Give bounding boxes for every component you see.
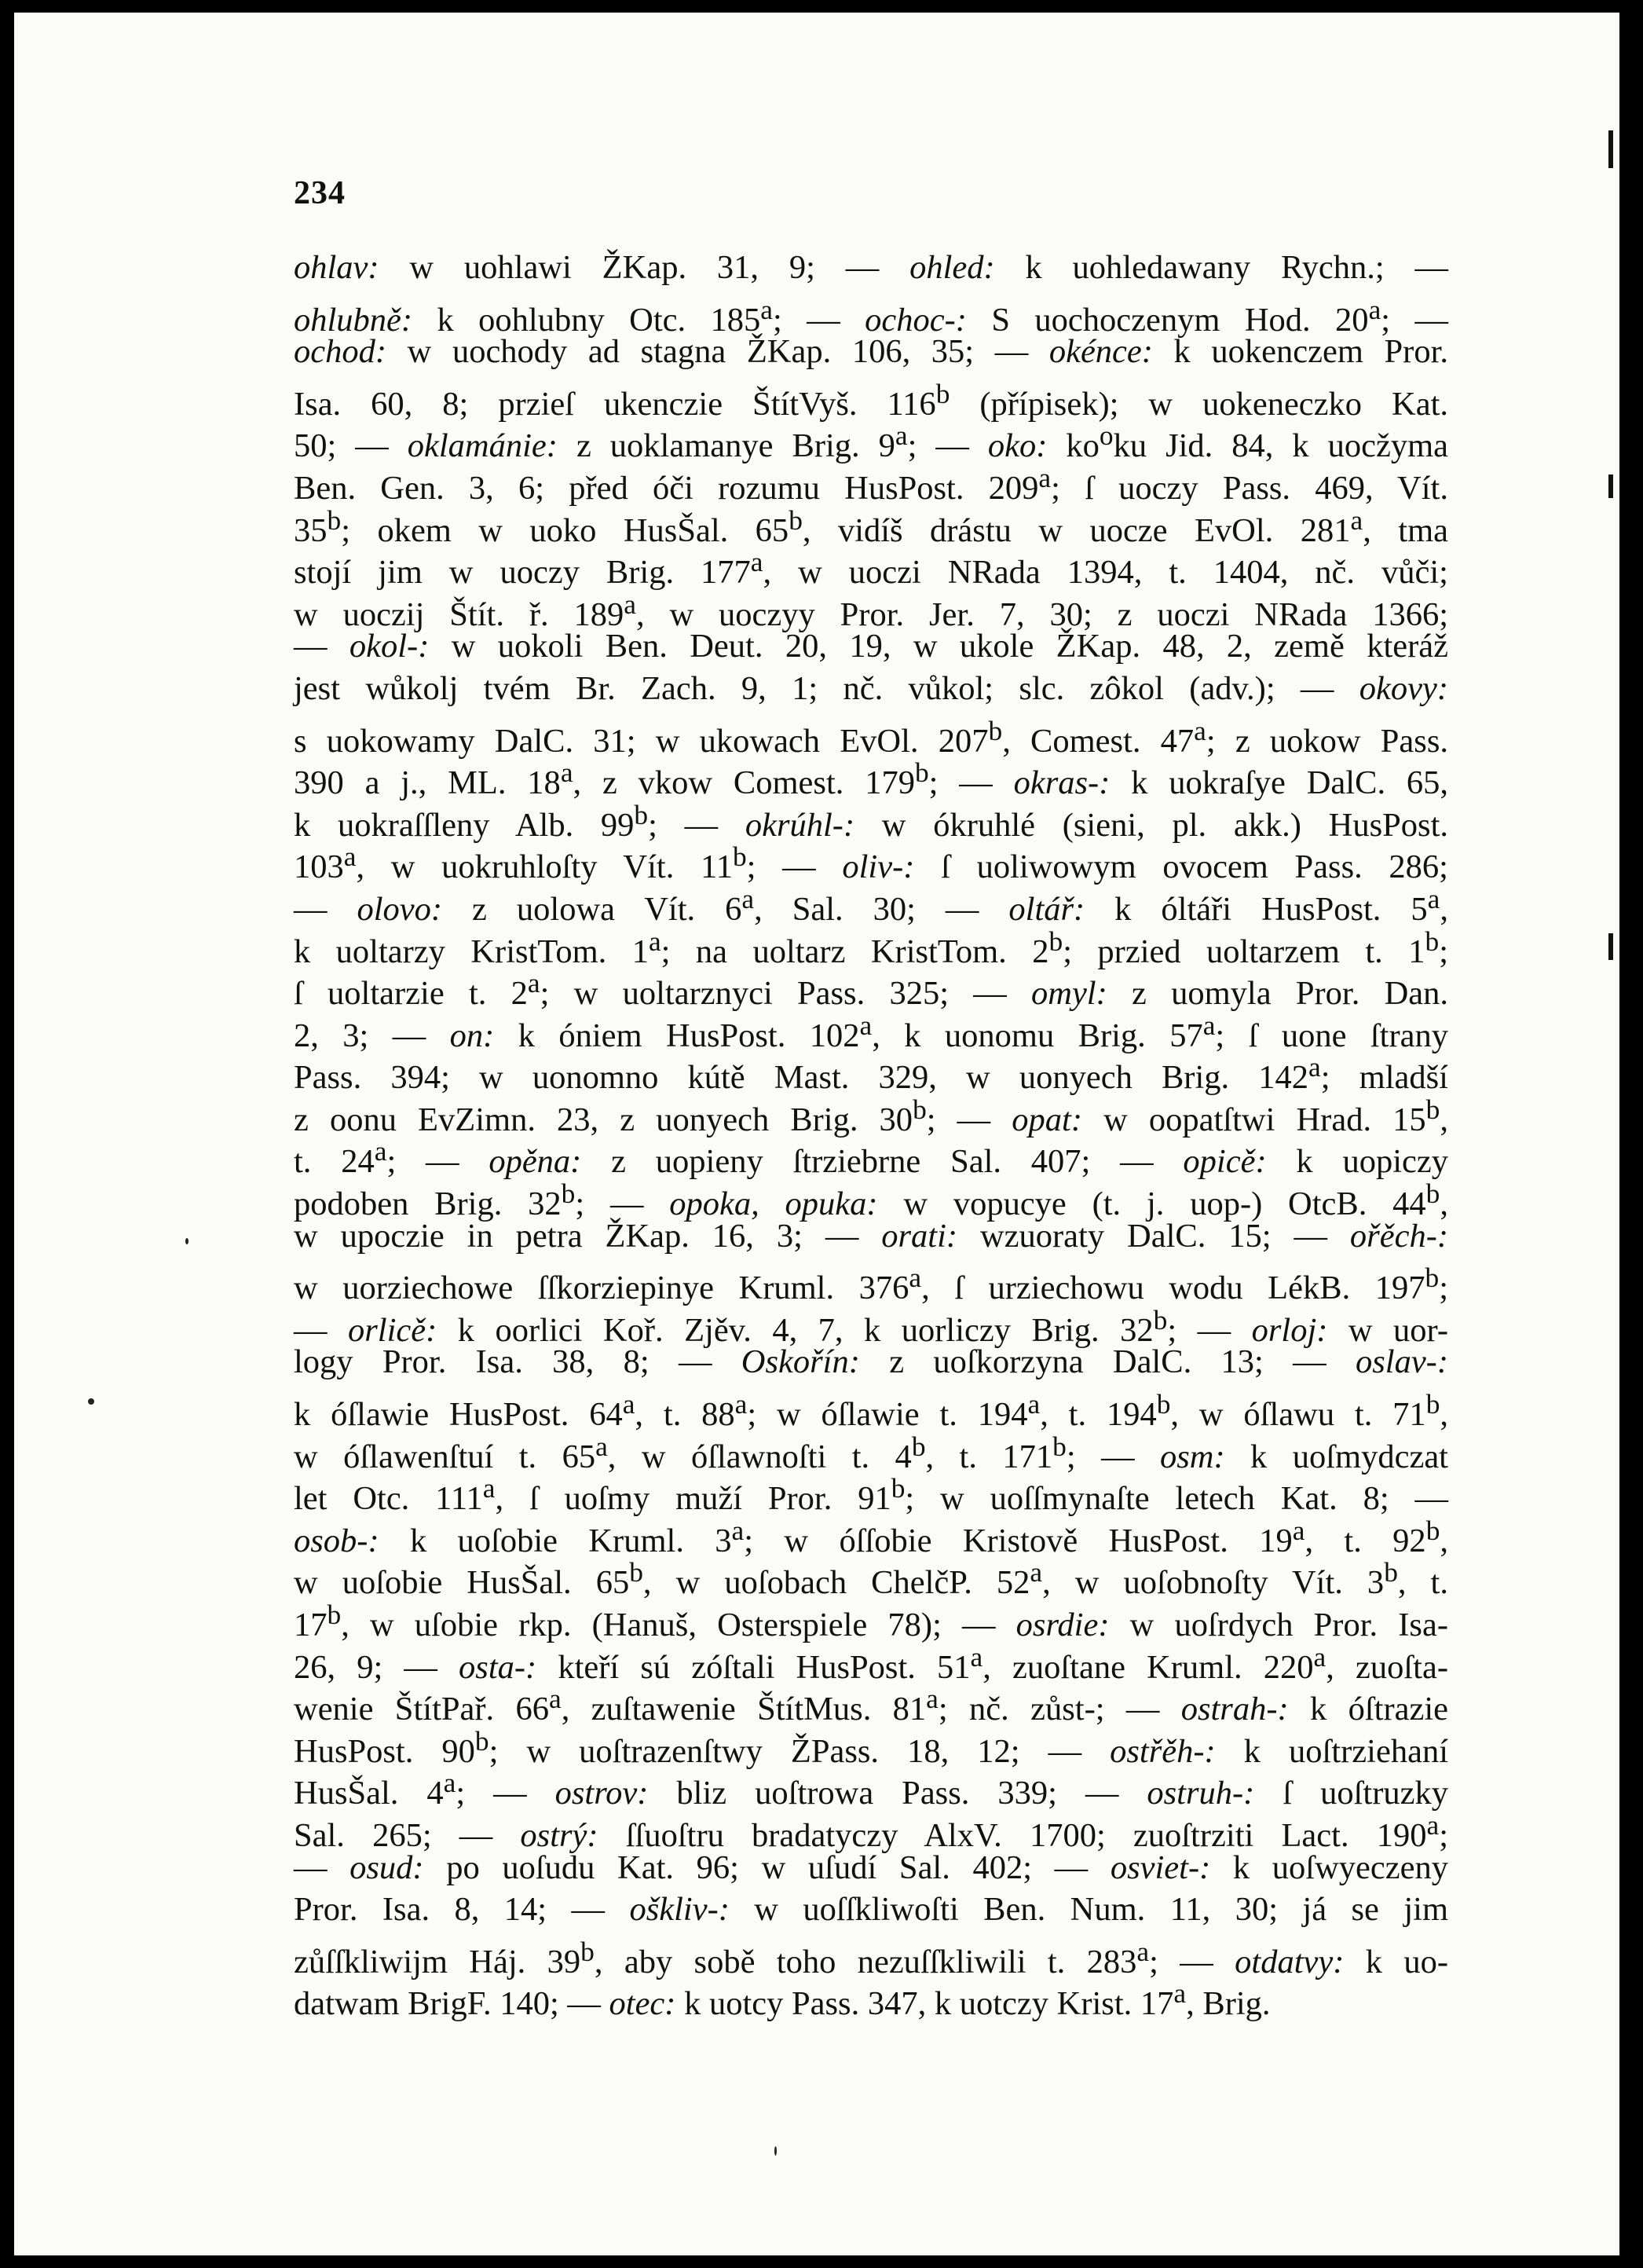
text-line: wenie ŠtítPař. 66$^a$, zuſtawenie ŠtítMus. 81$^a$; nč. zůst-; — ostrah-: k óſtrazie — [294, 1683, 1448, 1728]
text-line: jest wůkolj tvém Br. Zach. 9, 1; nč. vůkol; slc. zôkol (adv.); — okovy: — [294, 669, 1448, 707]
text-line: ochod: w uochody ad stagna ŽKap. 106, 35; — okénce: k uokenczem Pror. — [294, 333, 1448, 371]
text-line: Pass. 394; w uonomno kútě Mast. 329, w uonyech Brig. 142$^a$; mladší — [294, 1051, 1448, 1097]
text-line: 50; — oklamánie: z uoklamanye Brig. 9$^a$; — oko: $ko^oku$ Jid. 84, k uocžyma — [294, 420, 1448, 465]
text-line: w uoczij Štít. ř. 189$^a$, w uoczyy Pror. Jer. 7, 30; z uoczi NRada 1366; — [294, 588, 1449, 633]
text-line: ohlav: w uohlawi ŽKap. 31, 9; — ohled: k uohledawany Rychn.; — — [294, 249, 1448, 286]
text-line: s uokowamy DalC. 31; w ukowach EvOl. 207$^b$, Comest. 47$^a$; z uokow Pass. — [294, 714, 1448, 760]
text-line: 35$^b$; okem w uoko HusŠal. 65$^b$, vidíš drástu w uocze EvOl. 281$^a$, tma — [294, 504, 1448, 549]
text-line: 390 a j., ML. 18$^a$, z vkow Comest. 179$^b$; — okras-: k uokraſye DalC. 65, — [294, 757, 1449, 802]
text-line: ohlubně: k oohlubny Otc. 185$^a$; — ochoc-: S uochoczenym Hod. 20$^a$; — — [294, 293, 1449, 339]
text-line: k uoltarzy KristTom. 1$^a$; na uoltarz KristTom. 2$^b$; przied uoltarzem t. 1$^b$; — [294, 925, 1449, 970]
text-line: Isa. 60, 8; przieſ ukenczie ŠtítVyš. 116$^b$ (přípisek); w uokeneczko Kat. — [294, 377, 1449, 423]
scan-edge-mark — [1608, 130, 1613, 168]
text-line: w uorziechowe ſſkorziepinye Kruml. 376$^a$, ſ urziechowu wodu LékB. 197$^b$; — [294, 1262, 1448, 1307]
text-line: HusŠal. 4$^a$; — ostrov: bliz uoſtrowa Pass. 339; — ostruh-: ſ uoſtruzky — [294, 1767, 1448, 1812]
text-line: w upoczie in petra ŽKap. 16, 3; — orati: wzuoraty DalC. 15; — ořěch-: — [294, 1217, 1448, 1255]
text-line: t. 24$^a$; — opěna: z uopieny ſtrziebrne Sal. 407; — opicě: k uopiczy — [294, 1135, 1448, 1181]
text-line: k uokraſſleny Alb. 99$^b$; — okrúhl-: w ókruhlé (sieni, pl. akk.) HusPost. — [294, 798, 1448, 844]
document-page — [14, 13, 1619, 2255]
text-line: Pror. Isa. 8, 14; — oškliv-: w uoſſkliwoſti Ben. Num. 11, 30; já se jim — [294, 1891, 1449, 1929]
scan-speck — [185, 1238, 188, 1244]
scan-speck — [88, 1398, 94, 1405]
text-line: 26, 9; — osta-: kteří sú zóſtali HusPost. 51$^a$, zuoſtane Kruml. 220$^a$, zuoſta- — [294, 1640, 1448, 1686]
text-line: 17$^b$, w uſobie rkp. (Hanuš, Osterspiele 78); — osrdie: w uoſrdych Pror. Isa- — [294, 1599, 1448, 1644]
text-line: HusPost. 90$^b$; w uoſtrazenſtwy ŽPass. 18, 12; — ostřěh-: k uoſtrziehaní — [294, 1724, 1449, 1770]
text-line: datwam BrigF. 140; — otec: k uotcy Pass. 347, k uotczy Krist. 17$^a$, Brig. — [294, 1977, 1271, 2023]
text-line: — okol-: w uokoli Ben. Deut. 20, 19, w ukole ŽKap. 48, 2, země kteráž — [294, 628, 1448, 665]
text-line: Ben. Gen. 3, 6; před óči rozumu HusPost. 209$^a$; ſ uoczy Pass. 469, Vít. — [294, 461, 1448, 507]
text-line: z oonu EvZimn. 23, z uonyech Brig. 30$^b$; — opat: w oopatſtwi Hrad. 15$^b$, — [294, 1093, 1448, 1139]
page-number: 234 — [294, 175, 346, 211]
text-line: 103$^a$, w uokruhloſty Vít. 11$^b$; — oliv-: ſ uoliwowym ovocem Pass. 286; — [294, 841, 1448, 886]
dictionary-text-body — [294, 247, 1449, 2023]
text-line: w óſlawenſtuí t. 65$^a$, w óſlawnoſti t. 4$^b$, t. 171$^b$; — osm: k uoſmydczat — [294, 1430, 1448, 1475]
text-line: k óſlawie HusPost. 64$^a$, t. 88$^a$; w óſlawie t. 194$^a$, t. 194$^b$, w óſlawu t. 71$^b$, — [294, 1388, 1449, 1434]
text-line: osob-: k uoſobie Kruml. 3$^a$; w óſſobie Kristově HusPost. 19$^a$, t. 92$^b$, — [294, 1514, 1449, 1559]
text-line: 2, 3; — on: k óniem HusPost. 102$^a$, k uonomu Brig. 57$^a$; ſ uone ſtrany — [294, 1009, 1448, 1054]
text-line: — orlicě: k oorlici Koř. Zjěv. 4, 7, k uorliczy Brig. 32$^b$; — orloj: w uor- — [294, 1303, 1449, 1349]
text-line: let Otc. 111$^a$, ſ uoſmy muží Pror. 91$^b$; w uoſſmynaſte letech Kat. 8; — — [294, 1472, 1448, 1518]
text-line: logy Pror. Isa. 38, 8; — Oskořín: z uoſkorzyna DalC. 13; — oslav-: — [294, 1343, 1448, 1381]
text-line: w uoſobie HusŠal. 65$^b$, w uoſobach ChelčP. 52$^a$, w uoſobnoſty Vít. 3$^b$, t. — [294, 1556, 1448, 1602]
text-line: zůſſkliwijm Háj. 39$^b$, aby sobě toho nezuſſkliwili t. 283$^a$; — otdatvy: k uo- — [294, 1935, 1449, 1980]
scan-edge-mark — [1608, 933, 1613, 960]
text-line: podoben Brig. 32$^b$; — opoka, opuka: w vopucye (t. j. uop-) OtcB. 44$^b$, — [294, 1178, 1448, 1223]
scan-speck — [774, 2146, 777, 2156]
text-line: — olovo: z uolowa Vít. 6$^a$, Sal. 30; — oltář: k óltáři HusPost. 5$^a$, — [294, 882, 1448, 929]
text-line: — osud: po uoſudu Kat. 96; w uſudí Sal. 402; — osviet-: k uoſwyeczeny — [294, 1848, 1448, 1886]
text-line: Sal. 265; — ostrý: ſſuoſtru bradatyczy AlxV. 1700; zuoſtrziti Lact. 190$^a$; — [294, 1808, 1448, 1855]
text-line: ſ uoltarzie t. 2$^a$; w uoltarznyci Pass. 325; — omyl: z uomyla Pror. Dan. — [294, 967, 1448, 1013]
text-line: stojí jim w uoczy Brig. 177$^a$, w uoczi NRada 1394, t. 1404, nč. vůči; — [294, 546, 1448, 592]
scan-edge-mark — [1608, 474, 1613, 498]
